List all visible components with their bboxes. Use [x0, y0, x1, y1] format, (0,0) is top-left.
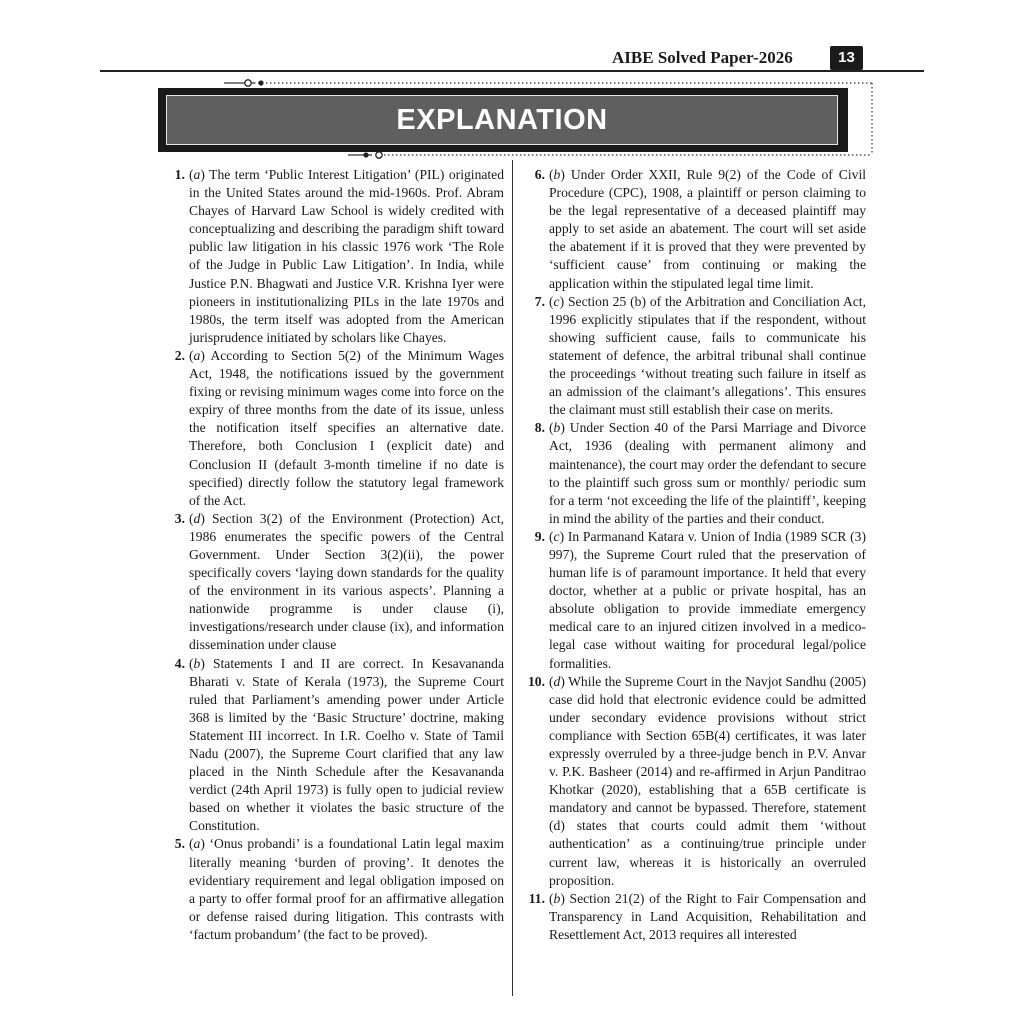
- item-option: a: [193, 836, 201, 852]
- item-number: 7.: [534, 293, 545, 309]
- item-text: ‘Onus probandi’ is a foundational Latin legal maxim literally meaning ‘burden of proving’. It denotes the evidentiary requirement and legal obligation imposed on a party to offer formal proof for an affirmative allegation or defense raised during litigation. This contrasts with ‘factum probandum’ (the fact to be proved).: [189, 836, 504, 942]
- item-option: b: [553, 167, 561, 182]
- item-number: 10.: [528, 673, 545, 689]
- answer-item-4: 4. (b) Statements I and II are correct. In Kesavananda Bharati v. State of Kerala (1973), the Supreme Court ruled that Parliament’s amending power under Article 368 is limited by the ‘Basic Structure’ doctrine, making Statement III incorrect. In I.R. Coelho v. State of Tamil Nadu (2007), the Supreme Court clarified that any law placed in the Ninth Schedule after the Kesavananda verdict (24th April 1973) is fully open to judicial review based on whether it violates the basic structure of the Constitution.: [164, 655, 504, 836]
- answer-item-3: 3. (d) Section 3(2) of the Environment (Protection) Act, 1986 enumerates the specific powers of the Central Government. Under Section 3(2)(ii), the power specifically covers ‘laying down standards for the quality of the environment in its various aspects’. Planning a nationwide programme is under clause (i), investigations/research under clause (ix), and information dissemination under clause: [164, 510, 504, 655]
- answer-item-8: 8. (b) Under Section 40 of the Parsi Marriage and Divorce Act, 1936 (dealing with permanent alimony and maintenance), the court may order the defendant to secure to the plaintiff such gross sum or monthly/ periodic sum for a term ‘not exceeding the life of the plaintiff’, keeping in mind the ability of the parties and their conduct.: [524, 419, 866, 528]
- answer-item-7: 7. (c) Section 25 (b) of the Arbitration and Conciliation Act, 1996 explicitly stipulates that if the respondent, without showing sufficient cause, fails to communicate his statement of defence, the arbitral tribunal shall continue the proceedings ‘without treating such failure in itself as an admission of the claimant’s allegations’. This ensures the claimant must still establish their case on merits.: [524, 293, 866, 420]
- answer-item-1: 1. (a) The term ‘Public Interest Litigation’ (PIL) originated in the United States around the mid-1960s. Prof. Abram Chayes of Harvard Law School is widely credited with conceptualizing and describing the paradigm shift toward public law litigation in his classic 1976 work ‘The Role of the Judge in Public Law Litigation’. In India, while Justice P.N. Bhagwati and Justice V.R. Krishna Iyer were pioneers in institutionalizing PILs in the late 1970s and 1980s, the term itself was adopted from the American jurisprudence initiated by scholars like Chayes.: [164, 166, 504, 347]
- item-number: 11.: [528, 890, 545, 906]
- banner-box: [158, 88, 848, 152]
- answer-item-10: 10. (d) While the Supreme Court in the Navjot Sandhu (2005) case did hold that electronic evidence could be admitted under secondary evidence provisions without strict compliance with Section 65B(4) certificates, it was later expressly overruled by a three-judge bench in P.V. Anvar v. P.K. Basheer (2014) and re-affirmed in Arjun Panditrao Khotkar (2020), establishing that a 65B certificate is mandatory and cannot be bypassed. Therefore, statement (d) states that courts could admit them ‘without authentication’ as a continuing/true principle under current law, whereas it is historically an overruled proposition.: [524, 673, 866, 890]
- item-number: 8.: [534, 420, 545, 436]
- banner-title: EXPLANATION: [396, 104, 608, 136]
- item-number: 6.: [534, 167, 545, 182]
- item-number: 5.: [174, 836, 185, 852]
- explanation-banner: [158, 78, 874, 160]
- answer-item-6: 6. (b) Under Order XXII, Rule 9(2) of the Code of Civil Procedure (CPC), 1908, a plaintiff or person claiming to be the legal representative of a deceased plaintiff may apply to set aside an abatement. The court will set aside the abatement if it is proved that they were prevented by ‘sufficient cause’ from continuing or making the application within the stipulated legal time limit.: [524, 166, 866, 293]
- answer-item-5: 5. (a) ‘Onus probandi’ is a foundational Latin legal maxim literally meaning ‘burden of proving’. It denotes the evidentiary requirement and legal obligation imposed on a party to offer formal proof for an affirmative allegation or defense raised during litigation. This contrasts with ‘factum probandum’ (the fact to be proved).: [164, 835, 504, 944]
- header-rule: [100, 70, 924, 72]
- item-option: d: [193, 510, 201, 526]
- banner-inner: [166, 95, 838, 145]
- item-text: Section 3(2) of the Environment (Protection) Act, 1986 enumerates the specific powers of the Central Government. Under Section 3(2)(ii), the power specifically covers ‘laying down standards for the quality of the environment in its various aspects’. Planning a nationwide programme is under clause (i), investigations/research under clause (ix), and information dissemination under clause: [189, 510, 504, 653]
- item-option: a: [193, 347, 201, 363]
- item-text: Section 21(2) of the Right to Fair Compensation and Transparency in Land Acquisition, Rehabilitation and Resettlement Act, 2013 requires all interested: [549, 890, 866, 942]
- column-divider: [512, 160, 513, 996]
- item-number: 1.: [174, 167, 185, 182]
- item-option: b: [553, 420, 561, 436]
- item-text: In Parmanand Katara v. Union of India (1989 SCR (3) 997), the Supreme Court ruled that the preservation of human life is of paramount importance. It held that every doctor, whether at a public or private hospital, has an absolute obligation to provide immediate emergency medical care to an injured citizen involved in a medico-legal case without waiting for procedural legal/police formalities.: [549, 528, 866, 671]
- item-text: While the Supreme Court in the Navjot Sandhu (2005) case did hold that electronic evidence could be admitted under secondary evidence provisions without strict compliance with Section 65B(4) certificates, it was later expressly overruled by a three-judge bench in P.V. Anvar v. P.K. Basheer (2014) and re-affirmed in Arjun Panditrao Khotkar (2020), establishing that a 65B certificate is mandatory and cannot be bypassed. Therefore, statement (d) states that courts could admit them ‘without authentication’ as a continuing/true principle under current law, whereas it is historically an overruled proposition.: [549, 673, 866, 888]
- item-number: 2.: [174, 347, 185, 363]
- left-column: [164, 166, 504, 944]
- item-number: 4.: [174, 655, 185, 671]
- item-number: 9.: [534, 528, 545, 544]
- item-text: Under Order XXII, Rule 9(2) of the Code of Civil Procedure (CPC), 1908, a plaintiff or person claiming to be the legal representative of a deceased plaintiff may apply to set aside an abatement. The court will set aside the abatement if it is proved that they were prevented by ‘sufficient cause’ from continuing or making the application within the stipulated legal time limit.: [549, 167, 866, 291]
- item-text: The term ‘Public Interest Litigation’ (PIL) originated in the United States around the mid-1960s. Prof. Abram Chayes of Harvard Law School is widely credited with conceptualizing and describing the paradigm shift toward public law litigation in his classic 1976 work ‘The Role of the Judge in Public Law Litigation’. In India, while Justice P.N. Bhagwati and Justice V.R. Krishna Iyer were pioneers in institutionalizing PILs in the late 1970s and 1980s, the term itself was adopted from the American jurisprudence initiated by scholars like Chayes.: [189, 167, 505, 345]
- item-option: c: [553, 293, 560, 309]
- item-option: b: [193, 655, 201, 671]
- item-text: Statements I and II are correct. In Kesavananda Bharati v. State of Kerala (1973), the Supreme Court ruled that Parliament’s amending power under Article 368 is limited by the ‘Basic Structure’ doctrine, making Statement III incorrect. In I.R. Coelho v. State of Tamil Nadu (2007), the Supreme Court clarified that any law placed in the Ninth Schedule after the Kesavananda verdict (24th April 1973) is fully open to judicial review based on whether it violates the basic structure of the Constitution.: [189, 655, 504, 834]
- page-number-badge: 13: [830, 46, 863, 70]
- item-text: According to Section 5(2) of the Minimum Wages Act, 1948, the notifications issued by the government fixing or revising minimum wages come into force on the expiry of three months from the date of its issue, unless the notification itself specifies an alternative date. Therefore, both Conclusion I (explicit date) and Conclusion II (default 3-month timeline if no date is specified) directly follow the statutory legal framework of the Act.: [189, 347, 504, 508]
- item-option: b: [553, 890, 561, 906]
- item-option: a: [193, 167, 201, 182]
- running-header-title: AIBE Solved Paper-2026: [612, 48, 793, 67]
- answer-item-11: 11. (b) Section 21(2) of the Right to Fair Compensation and Transparency in Land Acquisition, Rehabilitation and Resettlement Act, 2013 requires all interested: [524, 890, 866, 944]
- item-option: d: [553, 673, 561, 689]
- item-number: 3.: [174, 510, 185, 526]
- item-option: c: [553, 528, 560, 544]
- answer-item-2: 2. (a) According to Section 5(2) of the Minimum Wages Act, 1948, the notifications issued by the government fixing or revising minimum wages come into force on the expiry of three months from the date of its issue, unless the notification itself specifies an alternative date. Therefore, both Conclusion I (explicit date) and Conclusion II (default 3-month timeline if no date is specified) directly follow the statutory legal framework of the Act.: [164, 347, 504, 510]
- answer-item-9: 9. (c) In Parmanand Katara v. Union of India (1989 SCR (3) 997), the Supreme Court ruled that the preservation of human life is of paramount importance. It held that every doctor, whether at a public or private hospital, has an absolute obligation to provide immediate emergency medical care to an injured citizen involved in a medico-legal case without waiting for procedural legal/police formalities.: [524, 528, 866, 673]
- right-column: [524, 166, 866, 944]
- item-text: Section 25 (b) of the Arbitration and Conciliation Act, 1996 explicitly stipulates that if the respondent, without showing sufficient cause, fails to communicate his statement of defence, the arbitral tribunal shall continue the proceedings ‘without treating such failure in itself as an admission of the claimant’s allegations’. This ensures the claimant must still establish their case on merits.: [549, 293, 866, 418]
- item-text: Under Section 40 of the Parsi Marriage and Divorce Act, 1936 (dealing with permanent alimony and maintenance), the court may order the defendant to secure to the plaintiff such gross sum or monthly/ periodic sum for a term ‘not exceeding the life of the plaintiff’, keeping in mind the ability of the parties and their conduct.: [549, 420, 866, 526]
